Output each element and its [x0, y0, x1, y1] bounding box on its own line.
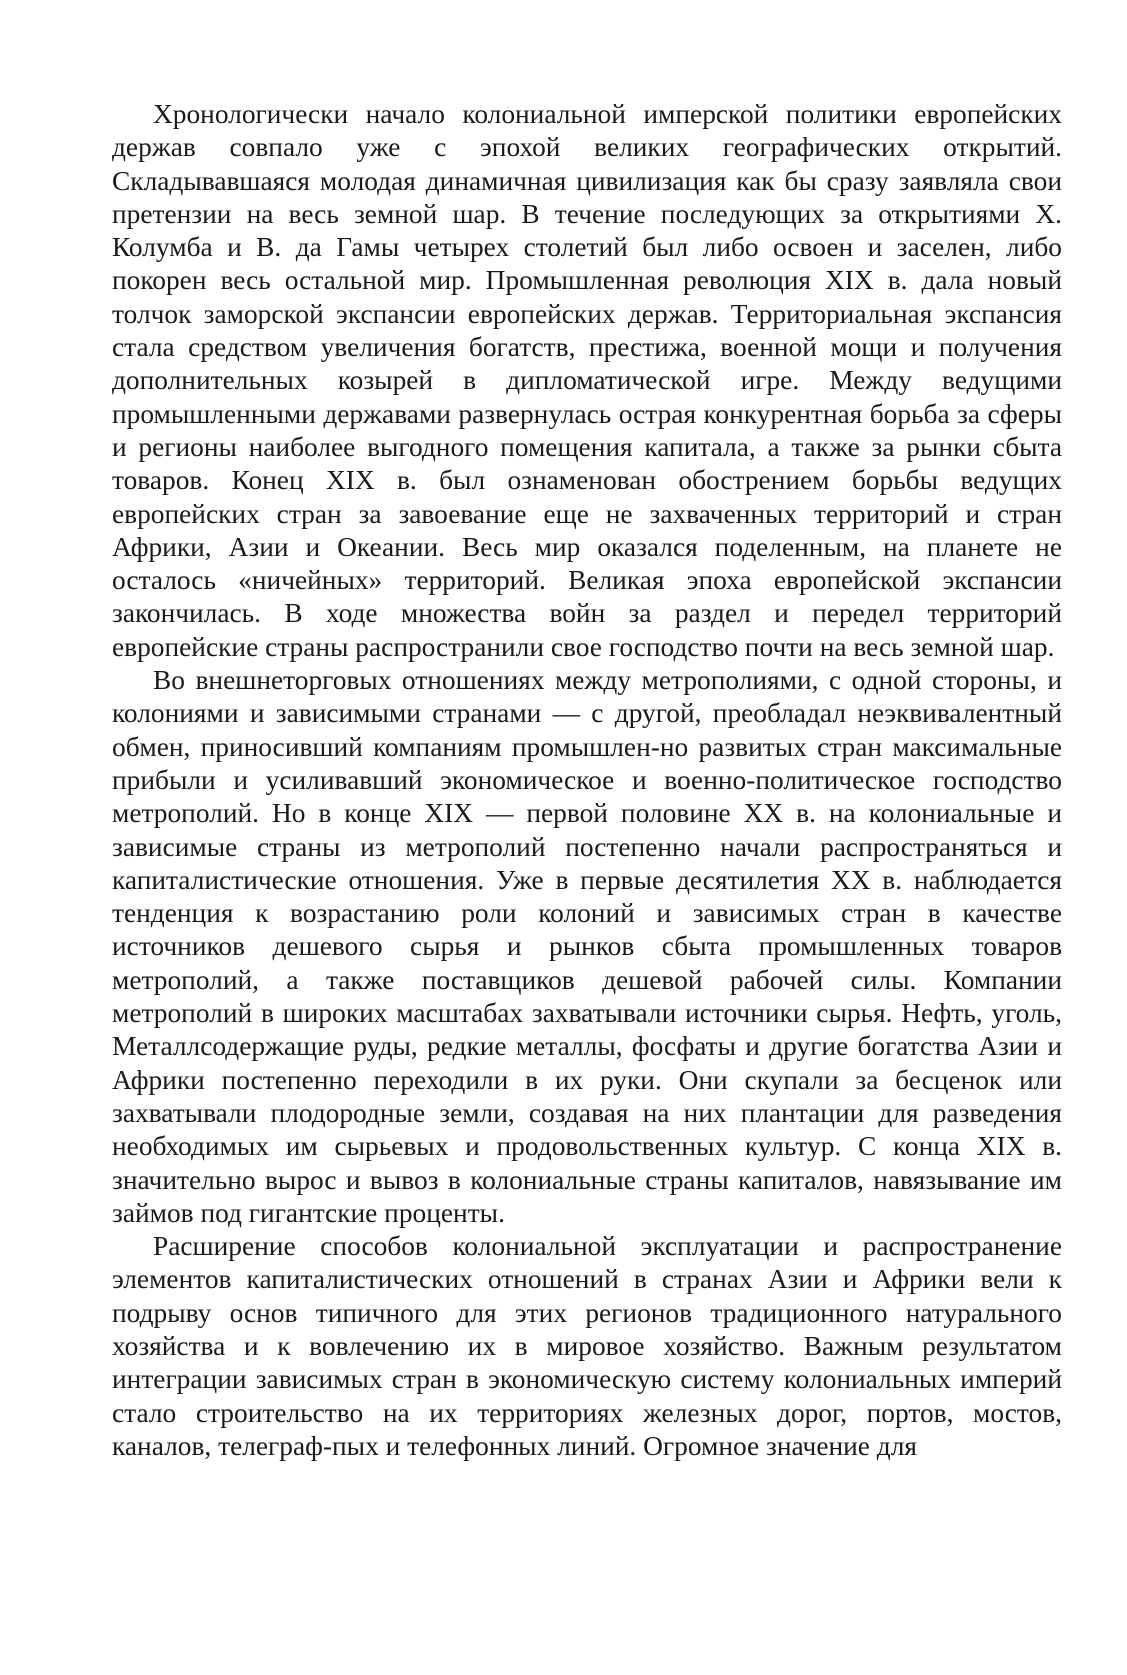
paragraph-2: Во внешнеторговых отношениях между метрополиями, с одной стороны, и колониями и зависимыми странами — с другой, преобладал неэквивалентный обмен, приносивший компаниям промышлен-но развитых стран максимальные прибыли и усиливавший экономическое и военно-политическое господство метрополий. Но в конце XIX — первой половине XX в. на колониальные и зависимые страны из метрополий постепенно начали распространяться и капиталистические отношения. Уже в первые десятилетия XX в. наблюдается тенденция к возрастанию роли колоний и зависимых стран в качестве источников дешевого сырья и рынков сбыта промышленных товаров метрополий, а также поставщиков дешевой рабочей силы. Компании метрополий в широких масштабах захватывали источники сырья. Нефть, уголь, Металлсодержащие руды, редкие металлы, фосфаты и другие богатства Азии и Африки постепенно переходили в их руки. Они скупали за бесценок или захватывали плодородные земли, создавая на них плантации для разведения необходимых им сырьевых и продовольственных культур. С конца XIX в. значительно вырос и вывоз в колониальные страны капиталов, навязывание им займов под гигантские проценты. [112, 665, 1062, 1228]
paragraph-1: Хронологически начало колониальной имперской политики европейских держав совпало уже с эпохой великих географических открытий. Складывавшаяся молодая динамичная цивилизация как бы сразу заявляла свои претензии на весь земной шар. В течение последующих за открытиями X. Колумба и В. да Гамы четырех столетий был либо освоен и заселен, либо покорен весь остальной мир. Промышленная революция XIX в. дала новый толчок заморской экспансии европейских держав. Территориальная экспансия стала средством увеличения богатств, престижа, военной мощи и получения дополнительных козырей в дипломатической игре. Между ведущими промышленными державами развернулась острая конкурентная борьба за сферы и регионы наиболее выгодного помещения капитала, а также за рынки сбыта товаров. Конец XIX в. был ознаменован обострением борьбы ведущих европейских стран за завоевание еще не захваченных территорий и стран Африки, Азии и Океании. Весь мир оказался поделенным, на планете не осталось «ничейных» территорий. Великая эпоха европейской экспансии закончилась. В ходе множества войн за раздел и передел территорий европейские страны распространили свое господство почти на весь земной шар. [112, 99, 1062, 662]
paragraph-3: Расширение способов колониальной эксплуатации и распространение элементов капиталистических отношений в странах Азии и Африки вели к подрыву основ типичного для этих регионов традиционного натурального хозяйства и к вовлечению их в мировое хозяйство. Важным результатом интеграции зависимых стран в экономическую систему колониальных империй стало строительство на их территориях железных дорог, портов, мостов, каналов, телеграф-пых и телефонных линий. Огромное значение для [112, 1231, 1062, 1461]
document-page [112, 98, 1062, 1463]
